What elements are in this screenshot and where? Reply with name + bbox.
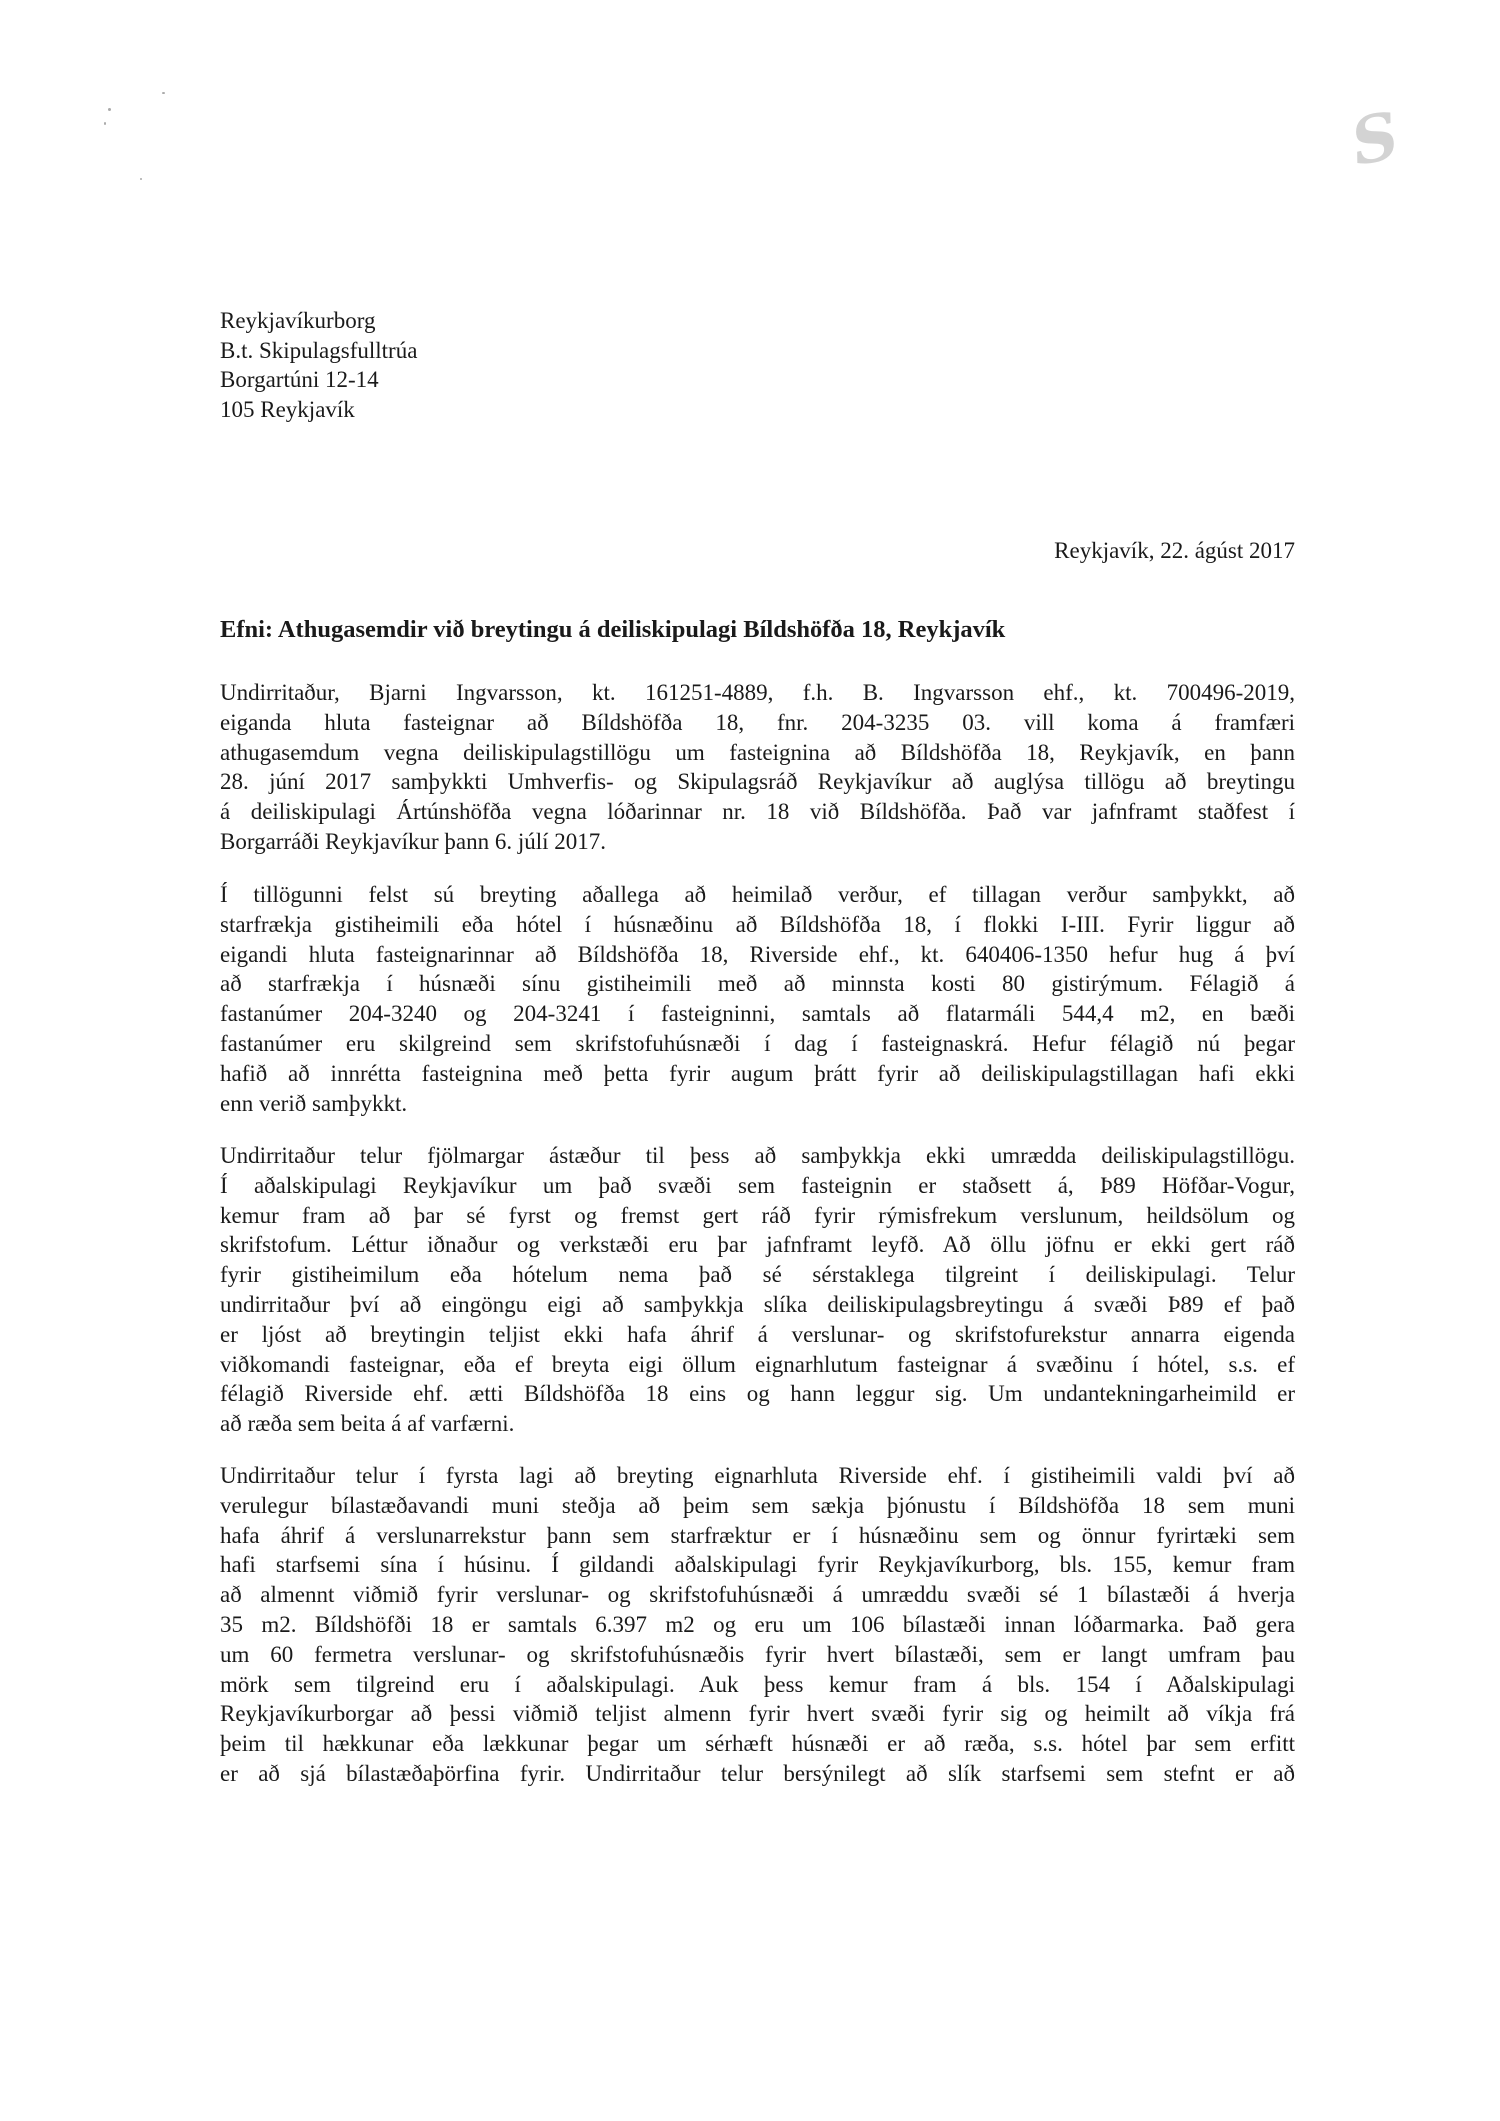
paragraph-line: er að sjá bílastæðaþörfina fyrir. Undirritaður telur bersýnilegt að slík starfsemi sem stefnt er að <box>220 1760 1295 1786</box>
paragraph-line: eiganda hluta fasteignar að Bíldshöfða 18, fnr. 204-3235 03. vill koma á framfæri <box>220 709 1295 735</box>
paragraph-line: að ræða sem beita á af varfærni. <box>220 1411 515 1437</box>
paragraph-line: verulegur bílastæðavandi muni steðja að þeim sem sækja þjónustu í Bíldshöfða 18 sem muni <box>220 1492 1295 1518</box>
body-paragraph <box>220 678 1295 857</box>
paragraph-line: hafa áhrif á verslunarrekstur þann sem starfræktur er í húsnæðinu sem og önnur fyrirtæki sem <box>220 1522 1295 1548</box>
paragraph-line: Undirritaður, Bjarni Ingvarsson, kt. 161251-4889, f.h. B. Ingvarsson ehf., kt. 700496-2019, <box>220 680 1295 705</box>
paragraph-line: starfrækja gistiheimili eða hótel í húsnæðinu að Bíldshöfða 18, í flokki I-III. Fyrir liggur að <box>220 911 1295 937</box>
paragraph-line: félagið Riverside ehf. ætti Bíldshöfða 18 eins og hann leggur sig. Um undantekningarheimild er <box>220 1381 1295 1407</box>
paragraph-line: um 60 fermetra verslunar- og skrifstofuhúsnæðis fyrir hvert bílastæði, sem er langt umfram þau <box>220 1641 1295 1667</box>
paragraph-line: Undirritaður telur fjölmargar ástæður til þess að samþykkja ekki umrædda deiliskipulagstillögu. <box>220 1143 1295 1168</box>
body-paragraph <box>220 1141 1295 1439</box>
paragraph-line: athugasemdum vegna deiliskipulagstillögu um fasteignina að Bíldshöfða 18, Reykjavík, en þann <box>220 739 1295 765</box>
paragraph-line: þeim til hækkunar eða lækkunar þegar um sérhæft húsnæði er að ræða, s.s. hótel þar sem erfitt <box>220 1731 1295 1757</box>
recipient-line: Borgartúni 12-14 <box>220 367 379 392</box>
scan-speck <box>104 122 106 125</box>
paragraph-line: Í aðalskipulagi Reykjavíkur um það svæði sem fasteignin er staðsett á, Þ89 Höfðar-Vogur, <box>220 1172 1295 1198</box>
letterhead-logo: S <box>1344 98 1406 181</box>
scan-speck <box>108 108 111 111</box>
paragraph-line: 35 m2. Bíldshöfði 18 er samtals 6.397 m2 og eru um 106 bílastæði innan lóðarmarka. Það gera <box>220 1611 1295 1637</box>
paragraph-line: Reykjavíkurborgar að þessi viðmið teljist almenn fyrir hvert svæði fyrir sig og heimilt að víkja frá <box>220 1701 1295 1727</box>
paragraph-line: mörk sem tilgreind eru í aðalskipulagi. Auk þess kemur fram á bls. 154 í Aðalskipulagi <box>220 1671 1295 1697</box>
paragraph-line: Borgarráði Reykjavíkur þann 6. júlí 2017. <box>220 828 607 854</box>
paragraph-line: kemur fram að þar sé fyrst og fremst gert ráð fyrir rýmisfrekum verslunum, heildsölum og <box>220 1202 1295 1228</box>
letter-subject: Efni: Athugasemdir við breytingu á deiliskipulagi Bíldshöfða 18, Reykjavík <box>220 616 1006 643</box>
paragraph-line: 28. júní 2017 samþykkti Umhverfis- og Skipulagsráð Reykjavíkur að auglýsa tillögu að breytingu <box>220 769 1295 795</box>
paragraph-line: að starfrækja í húsnæði sínu gistiheimili með að minnsta kosti 80 gistirýmum. Félagið á <box>220 971 1295 997</box>
paragraph-line: á deiliskipulagi Ártúnshöfða vegna lóðarinnar nr. 18 við Bíldshöfða. Það var jafnframt staðfest í <box>220 799 1295 825</box>
scan-speck <box>140 178 142 180</box>
body-paragraph <box>220 880 1295 1118</box>
paragraph-line: fastanúmer 204-3240 og 204-3241 í fasteigninni, samtals að flatarmáli 544,4 m2, en bæði <box>220 1001 1295 1027</box>
recipient-address <box>220 306 417 424</box>
recipient-line: 105 Reykjavík <box>220 396 355 422</box>
paragraph-line: fastanúmer eru skilgreind sem skrifstofuhúsnæði í dag í fasteignaskrá. Hefur félagið nú þegar <box>220 1030 1295 1056</box>
paragraph-line: viðkomandi fasteignar, eða ef breyta eigi öllum eignarhlutum fasteignar á svæðinu í hótel, s.s. ef <box>220 1351 1295 1377</box>
paragraph-line: eigandi hluta fasteignarinnar að Bíldshöfða 18, Riverside ehf., kt. 640406-1350 hefur hug á því <box>220 941 1295 967</box>
scan-speck <box>162 92 165 94</box>
paragraph-line: enn verið samþykkt. <box>220 1090 408 1116</box>
recipient-line: B.t. Skipulagsfulltrúa <box>220 337 418 363</box>
paragraph-line: hafi starfsemi sína í húsinu. Í gildandi aðalskipulagi fyrir Reykjavíkurborg, bls. 155, kemur fram <box>220 1552 1295 1578</box>
paragraph-line: að almennt viðmið fyrir verslunar- og skrifstofuhúsnæði á umræddu svæði sé 1 bílastæði á hverja <box>220 1582 1295 1608</box>
paragraph-line: hafið að innrétta fasteignina með þetta fyrir augum þrátt fyrir að deiliskipulagstillagan hafi ekki <box>220 1060 1295 1086</box>
paragraph-line: fyrir gistiheimilum eða hótelum nema það sé sérstaklega tilgreint í deiliskipulagi. Telur <box>220 1262 1295 1288</box>
paragraph-line: er ljóst að breytingin teljist ekki hafa áhrif á verslunar- og skrifstofurekstur annarra eigenda <box>220 1321 1295 1347</box>
paragraph-line: Undirritaður telur í fyrsta lagi að breyting eignarhluta Riverside ehf. í gistiheimili valdi því að <box>220 1463 1295 1488</box>
recipient-line: Reykjavíkurborg <box>220 308 376 333</box>
paragraph-line: undirritaður því að eingöngu eigi að samþykkja slíka deiliskipulagsbreytingu á svæði Þ89 ef það <box>220 1291 1295 1317</box>
paragraph-line: skrifstofum. Léttur iðnaður og verkstæði eru þar jafnframt leyfð. Að öllu jöfnu er ekki gert ráð <box>220 1232 1295 1258</box>
body-paragraph <box>220 1461 1295 1789</box>
letter-date: Reykjavík, 22. ágúst 2017 <box>1054 538 1295 563</box>
paragraph-line: Í tillögunni felst sú breyting aðallega að heimilað verður, ef tillagan verður samþykkt, að <box>220 882 1295 907</box>
